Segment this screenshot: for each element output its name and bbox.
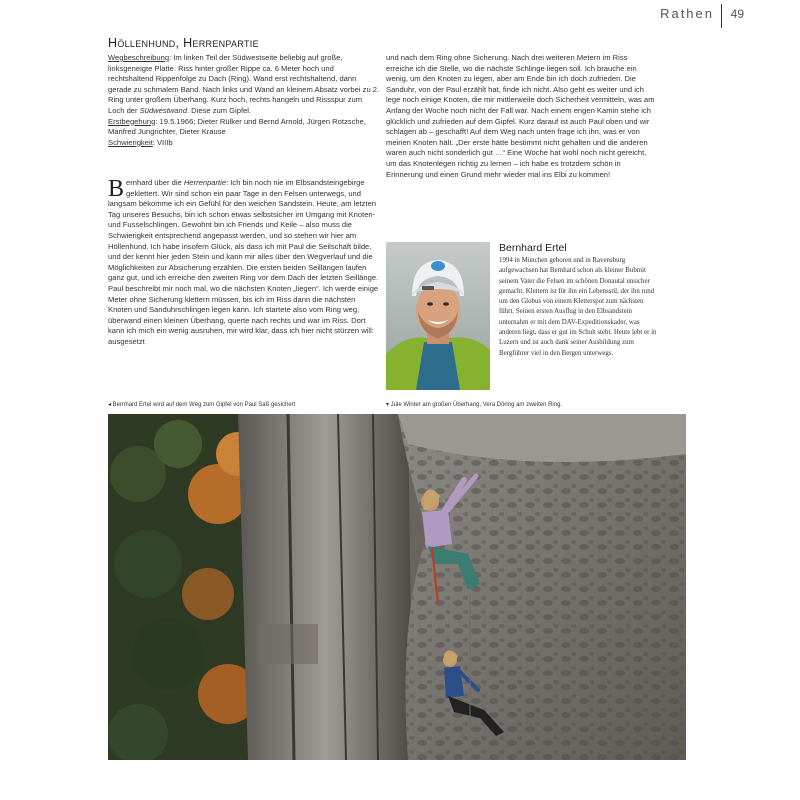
page-section-title: Rathen bbox=[660, 6, 714, 21]
grade-text: : VIIIb bbox=[152, 137, 173, 147]
caption-right: ▾ Jule Winter am großen Überhang, Vera Döring am zweiten Ring. bbox=[386, 402, 563, 408]
story-intro bbox=[108, 178, 380, 348]
first-ascent-text: : 19.5.1966; Dieter Rülker und Bernd Arnold, Jürgen Rotzsche, Manfred Jungrichter, Dieter Krause bbox=[108, 116, 366, 137]
story-italic: Herrenpartie bbox=[183, 178, 227, 187]
drop-cap: B bbox=[108, 176, 125, 202]
climbing-photo bbox=[108, 414, 686, 760]
route-description bbox=[108, 53, 380, 117]
description-text: : Im linken Teil der Südwestseite beliebig auf große, linksgeneigte Platte. Riss hinter großer Rippe ca. 6 Meter hoch und rechtshaltend Rippenfolge zu Dach (Ring). Wand erst rechtshaltend, dann gerade zu schmalem Band. Nach links und Wand an kleinem Absatz vorbei zu 2. Ring unter großem Überhang. Kurz hoch, rechts hangeln und Rissspur zum Loch der bbox=[108, 53, 380, 115]
first-ascent-label: Erstbegehung bbox=[108, 116, 156, 126]
page-header bbox=[600, 4, 760, 28]
page-number: 49 bbox=[730, 7, 744, 21]
route-title: Höllenhund, Herrenpartie bbox=[108, 36, 259, 50]
bio-text: 1994 in München geboren und in Ravensburg aufgewachsen hat Bernhard schon als kleiner Bubmit seinem Vater die Felsen im schönen Donautal unsicher gemacht. Klettern ist für ihn ein Lebensstil, der ihn rund um den Globus von einem Kletterspot zum nächsten führt. Seinen ersten Ausflug in den Elbsandstein unternahm er mit dem DAV-Expeditionskader, was anderen liegt, dass er gut im Schuh steht. Heute lebt er in Luzern und ist auch dank seiner Ausbildung zum Bergführer viel in den Bergen unterwegs. bbox=[499, 257, 657, 357]
header-divider bbox=[721, 4, 722, 28]
route-first-ascent bbox=[108, 117, 380, 138]
description-italic: Südwestwand bbox=[139, 105, 187, 115]
climbing-illustration bbox=[108, 414, 686, 760]
grade-label: Schwierigkeit bbox=[108, 137, 153, 147]
portrait-illustration bbox=[386, 242, 490, 390]
description-end: . Diese zum Gipfel. bbox=[186, 105, 252, 115]
story-part-1: ernhard über die bbox=[126, 178, 184, 187]
route-grade bbox=[108, 138, 380, 149]
portrait-photo bbox=[386, 242, 490, 390]
caption-left: ◂ Bernhard Ertel wird auf dem Weg zum Gipfel von Paul Saß gesichert bbox=[108, 402, 296, 408]
route-info bbox=[108, 53, 380, 148]
story-part-2: : Ich bin noch nie im Elbsandsteingebirge geklettert. Wir sind schon ein paar Tage in den Felsen unterwegs, und langsam bekomme ich ein Gefühl für den weichen Sandstein. Heute, am letzten Tag unseres Besuchs, bin ich schon etwas selbstsicher im Umgang mit Knoten- und Fusselschlingen. Gewohnt bin ich Friends und Keile – also muss die Schwierigkeit entsprechend angepasst werden, und so stehen wir hier am Höllenhund. Ich habe insofern Glück, als dass ich mit Paul die Seilschaft bilde, und der kennt hier jeden Stein und kann mir alles über den Wegverlauf und die Möglichkeiten zur Absicherung erzählen. Die ersten beiden Seillängen laufen ganz gut, und ich erreiche den zweiten Ring vor dem Dach der letzten Seillänge. Paul beschreibt mir noch mal, wo die nächsten Knoten „liegen“. Ich werde einige Meter ohne Sicherung klettern müssen, bis ich im Riss dann die nächsten Knoten und Sanduhrschlingen legen kann. Ich startete also vom Ring weg, überwand einen kleinen Überhang, querte nach rechts und war im Riss. Dort kann ich mich ein wenig ausruhen, mir wird klar, dass ich hier nicht stürzen will: ausgesetzt bbox=[108, 178, 379, 346]
bio-name: Bernhard Ertel bbox=[499, 242, 567, 254]
story-continuation: und nach dem Ring ohne Sicherung. Nach drei weiteren Metern im Riss erreiche ich die Stelle, wo die nächste Schlinge liegen soll. Ich brauche ein wenig, um den Knoten zu legen, aber am Ende bin ich doch zufrieden. Die Sanduhr, von der Paul erzählt hat, finde ich nicht. Also geht es weiter und ich lege noch einige Knoten, die mir mittlerweile doch Sicherheit vermitteln, was am Anfang der Woche noch nicht der Fall war. Nach einem engen Kamin stehe ich glücklich und zufrieden auf dem Gipfel. Kurz darauf ist auch Paul oben und wir schlagen ab – geschafft! Auf dem Weg nach unten frage ich ihn, was er von meinen Knoten hält. „Der erste hätte bestimmt nicht gehalten und die anderen waren auch nicht sonderlich gut …“ Eine Woche hat wohl noch nicht gereicht, um das Knotenlegen richtig zu lernen – ich habe es trotzdem schön in Erinnerung und einen Grund mehr wieder mal ins Elbi zu kommen! bbox=[386, 53, 655, 179]
description-label: Wegbeschreibung bbox=[108, 53, 170, 62]
